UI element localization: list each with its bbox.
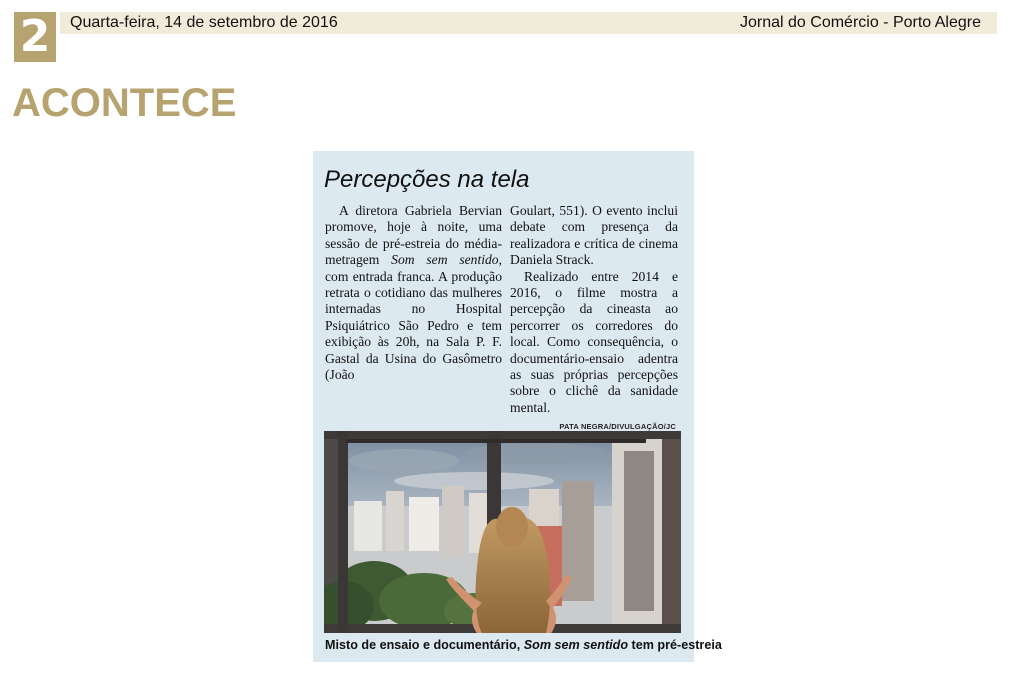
article-column-left [325,203,502,383]
article-paragraph [325,203,502,383]
article-box [313,151,722,662]
article-photo [324,431,681,633]
photo-caption [325,636,722,654]
page-number: 2 [14,12,56,62]
photo-illustration [324,431,681,633]
article-paragraph: Goulart, 551). O evento inclui debate com presença da realizadora e crítica de cinema Daniela Strack. [510,203,678,268]
photo-credit: PATA NEGRA/DIVULGAÇÃO/JC [559,422,676,431]
article-column-right [510,203,678,416]
header-bar [60,12,997,34]
caption-text: tem pré-estreia [631,638,722,652]
paragraph-text: , com entrada franca. A produção retrata o cotidiano das mulheres internadas no Hospital Psiquiátrico São Pedro e tem exibição às 20h, na Sala P. F. Gastal da Usina do Gasômetro (João [325,252,502,383]
article-paragraph: Realizado entre 2014 e 2016, o filme mostra a percepção da cineasta ao percorrer os corredores do local. Como consequência, o documentário-ensaio adentra as suas próprias percepções sobre o clichê da sanidade mental. [510,268,678,415]
film-title: Som sem sentido [391,252,499,268]
caption-text: Misto de ensaio e documentário, [325,638,521,652]
section-title: ACONTECE [12,81,237,125]
article-title: Percepções na tela [324,166,530,193]
paragraph-text: A diretora Gabriela Bervian promove, hoje à noite, uma sessão de pré-estreia do média-metragem [325,203,502,268]
caption-film-title: Som sem sentido [523,638,629,652]
edition-date: Quarta-feira, 14 de setembro de 2016 [70,14,338,31]
newspaper-name: Jornal do Comércio - Porto Alegre [740,14,981,31]
